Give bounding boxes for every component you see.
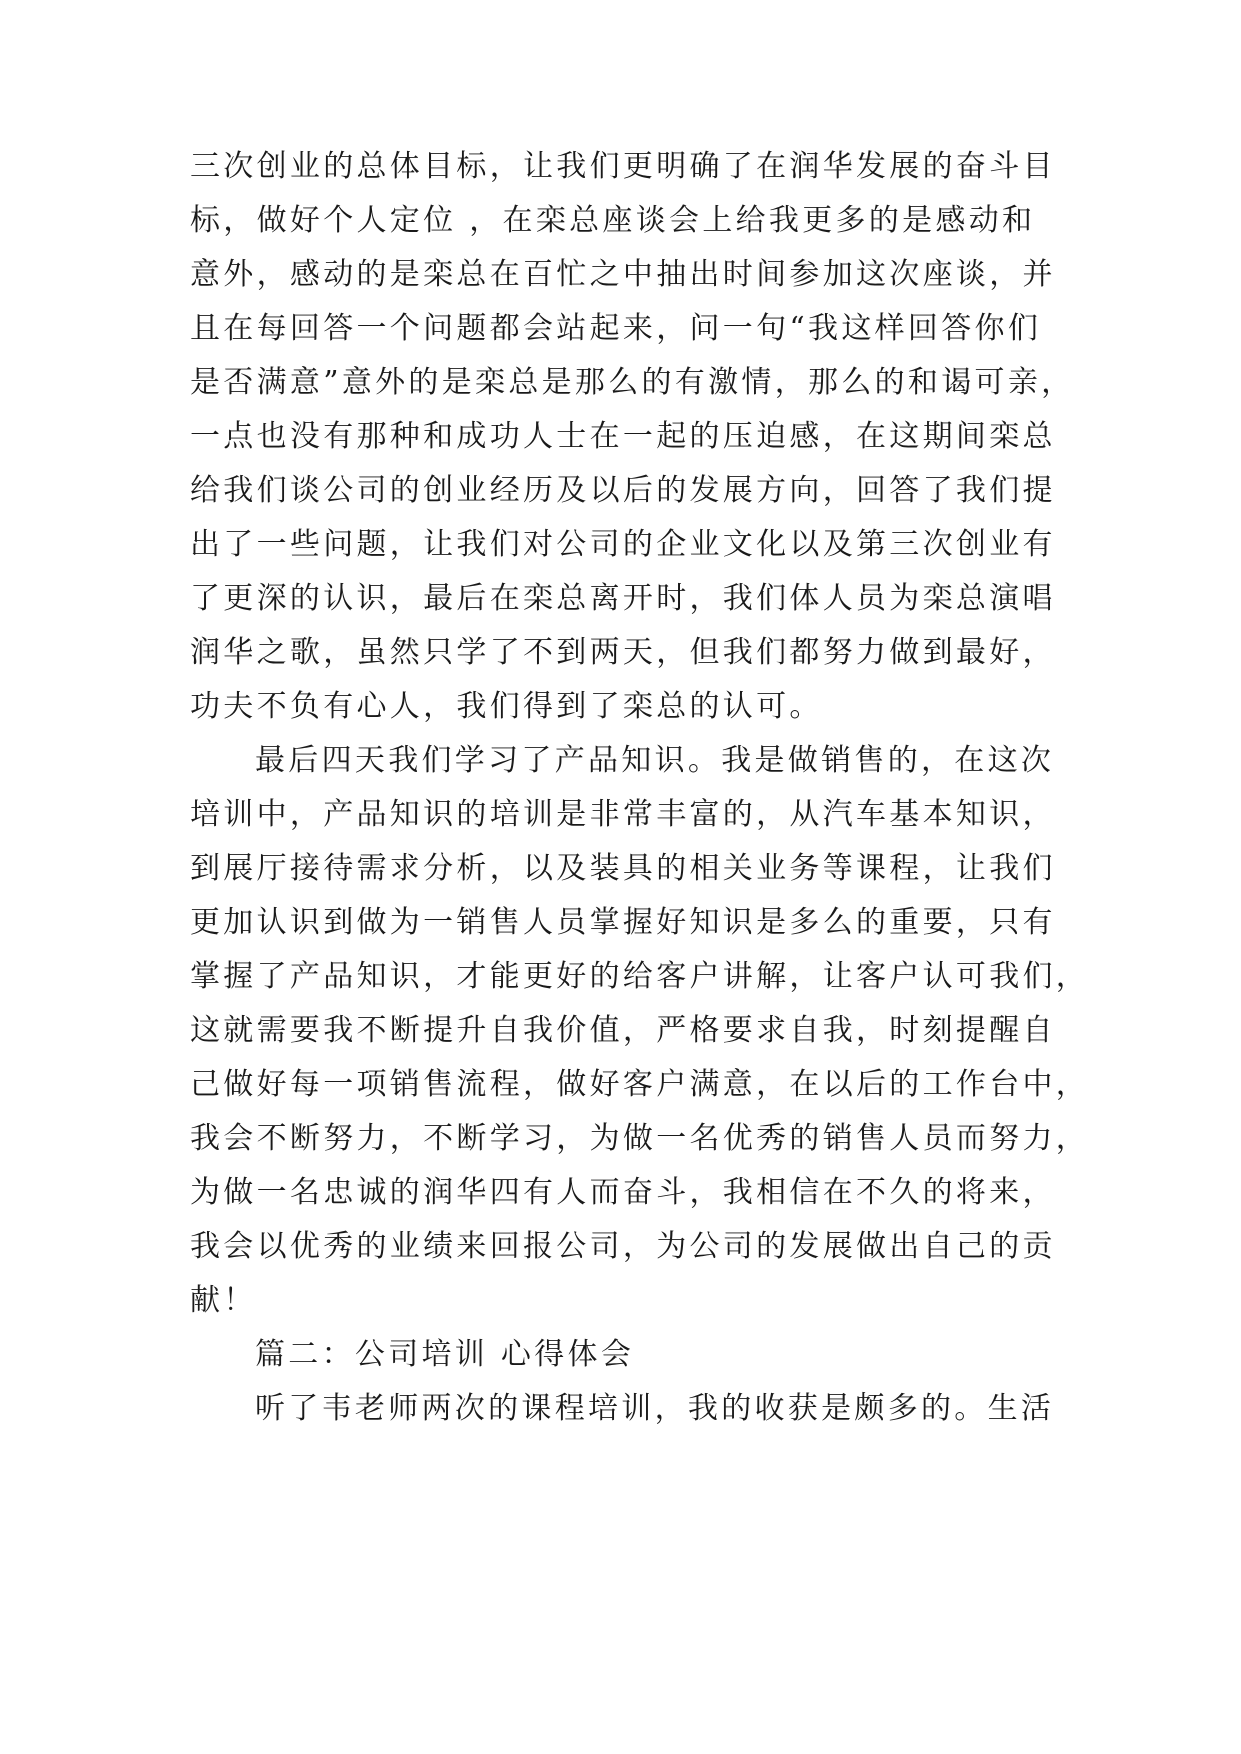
- text-line: 这就需要我不断提升自我价值，严格要求自我，时刻提醒自: [190, 1013, 1056, 1048]
- text-line: 我会以优秀的业绩来回报公司，为公司的发展做出自己的贡: [190, 1229, 1056, 1264]
- text-line: 润华之歌，虽然只学了不到两天，但我们都努力做到最好，: [190, 635, 1056, 670]
- text-line: 了更深的认识，最后在栾总离开时，我们体人员为栾总演唱: [190, 581, 1056, 616]
- text-line: 是否满意”意外的是栾总是那么的有激情，那么的和谒可亲，: [190, 365, 1075, 400]
- text-line: 更加认识到做为一销售人员掌握好知识是多么的重要，只有: [190, 905, 1056, 940]
- text-line: 掌握了产品知识，才能更好的给客户讲解，让客户认可我们，: [190, 959, 1090, 994]
- text-line: 标，做好个人定位 ，在栾总座谈会上给我更多的是感动和: [190, 203, 1036, 238]
- text-line: 给我们谈公司的创业经历及以后的发展方向，回答了我们提: [190, 473, 1056, 508]
- text-line: 出了一些问题，让我们对公司的企业文化以及第三次创业有: [190, 527, 1056, 562]
- section-heading: 篇二：公司培训 心得体会: [255, 1337, 635, 1372]
- paragraph-first-line: 最后四天我们学习了产品知识。我是做销售的，在这次: [255, 743, 1055, 778]
- paragraph-first-line: 听了韦老师两次的课程培训，我的收获是颇多的。生活: [255, 1391, 1055, 1426]
- text-line: 为做一名忠诚的润华四有人而奋斗，我相信在不久的将来，: [190, 1175, 1056, 1210]
- text-line: 到展厅接待需求分析，以及装具的相关业务等课程，让我们: [190, 851, 1056, 886]
- text-line: 培训中，产品知识的培训是非常丰富的，从汽车基本知识，: [190, 797, 1056, 832]
- text-line: 我会不断努力，不断学习，为做一名优秀的销售人员而努力，: [190, 1121, 1090, 1156]
- text-line: 且在每回答一个问题都会站起来，问一句“我这样回答你们: [190, 311, 1042, 346]
- text-line: 意外，感动的是栾总在百忙之中抽出时间参加这次座谈，并: [190, 257, 1056, 292]
- text-line: 三次创业的总体目标，让我们更明确了在润华发展的奋斗目: [190, 149, 1056, 184]
- text-line: 己做好每一项销售流程，做好客户满意，在以后的工作台中，: [190, 1067, 1090, 1102]
- text-line: 一点也没有那种和成功人士在一起的压迫感，在这期间栾总: [190, 419, 1056, 454]
- text-line: 功夫不负有心人，我们得到了栾总的认可。: [190, 689, 823, 724]
- text-line: 献！: [190, 1283, 257, 1318]
